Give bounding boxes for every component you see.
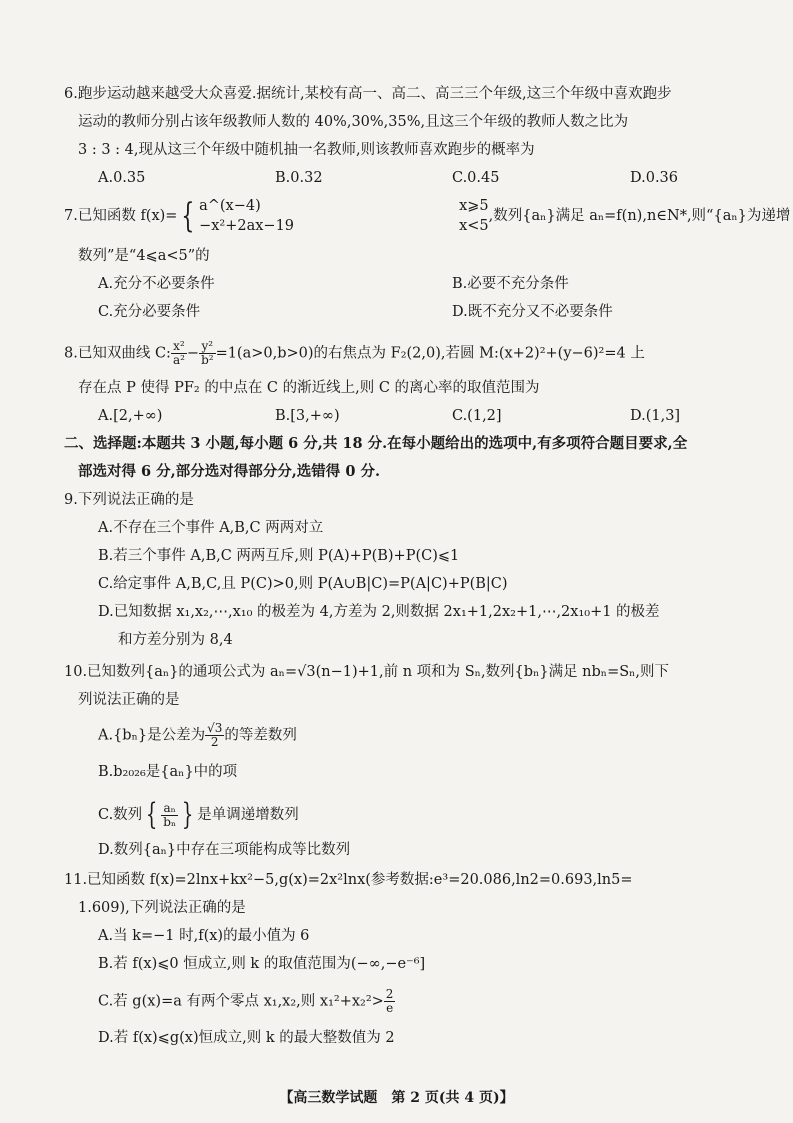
q8-option-d: D.(1,3] (630, 408, 681, 424)
q6-option-b: B.0.32 (275, 170, 323, 186)
q9-option-b: B.若三个事件 A,B,C 两两互斥,则 P(A)+P(B)+P(C)⩽1 (98, 548, 460, 564)
q10-a-frac: $\frac{√3}{2}$ (207, 721, 223, 749)
q8-frac-y: $\frac{\text{y²}}{\text{b²}}$ (201, 339, 214, 367)
q6-line3: 3 : 3 : 4,现从这三个年级中随机抽一名教师,则该教师喜欢跑步的概率为 (78, 142, 535, 158)
q9-stem: 9.下列说法正确的是 (64, 492, 194, 508)
q7-case2-expr: −x²+2ax−19 (199, 218, 295, 234)
q10-line2: 列说法正确的是 (78, 692, 180, 708)
q7-option-a: A.充分不必要条件 (98, 276, 215, 292)
q7-option-c: C.充分必要条件 (98, 304, 201, 320)
q8-frac-x: $\frac{\text{x²}}{\text{a²}}$ (172, 339, 185, 367)
q8-prefix: 8.已知双曲线 C: (64, 345, 171, 362)
q7-case2-cond: x<5 (459, 218, 489, 234)
q8-option-c: C.(1,2] (452, 408, 502, 424)
q6-line2: 运动的教师分别占该年级教师人数的 40%,30%,35%,且这三个年级的教师人数之比为 (78, 114, 629, 130)
q10-c-frac: $\frac{\text{aₙ}}{\text{bₙ}}$ (163, 800, 177, 829)
q7-case1-expr: a^(x−4) (199, 198, 261, 214)
q9-option-d-line2: 和方差分别为 8,4 (118, 632, 233, 648)
q10-option-a: A.{bₙ}是公差为 $\frac{√3}{2}$ 的等差数列 (98, 721, 297, 749)
q9-option-c: C.给定事件 A,B,C,且 P(C)>0,则 P(A∪B|C)=P(A|C)+P(B|C) (98, 576, 508, 592)
q7-brace: { (181, 196, 195, 236)
q6-line1: 6.跑步运动越来越受大众喜爱.据统计,某校有高一、高二、高三三个年级,这三个年级中喜欢跑步 (64, 86, 672, 102)
q11-c-frac: $\frac{2}{e}$ (385, 987, 394, 1015)
q11-line2: 1.609),下列说法正确的是 (78, 900, 246, 916)
q11-option-d: D.若 f(x)⩽g(x)恒成立,则 k 的最大整数值为 2 (98, 1030, 395, 1046)
q6-option-a: A.0.35 (98, 170, 146, 186)
q11-line1: 11.已知函数 f(x)=2lnx+kx²−5,g(x)=2x²lnx(参考数据:e³=20.086,ln2=0.693,ln5= (64, 872, 633, 888)
section2-heading-line2: 部选对得 6 分,部分选对得部分分,选错得 0 分. (78, 463, 381, 480)
q7-suffix: ,数列{aₙ}满足 aₙ=f(n),n∈N*,则“{aₙ}为递增 (488, 208, 791, 224)
q10-line1: 10.已知数列{aₙ}的通项公式为 aₙ=√3(n−1)+1,前 n 项和为 Sₙ,数列{bₙ}满足 nbₙ=Sₙ,则下 (64, 664, 670, 680)
q11-option-a: A.当 k=−1 时,f(x)的最小值为 6 (98, 928, 310, 944)
q8-line1: 8.已知双曲线 C: $\frac{\text{x²}}{\text{a²}}$ − $\frac{\text{y²}}{\text{b²}}$ =1(a>0,b>0)的右焦点为 F₂(2,0),若圆 M:(x+2)²+(y−6)²=4 上 (64, 339, 645, 367)
q9-option-a: A.不存在三个事件 A,B,C 两两对立 (98, 520, 324, 536)
q7-option-b: B.必要不充分条件 (452, 276, 569, 292)
q8-suffix: =1(a>0,b>0)的右焦点为 F₂(2,0),若圆 M:(x+2)²+(y−6)²=4 上 (215, 345, 645, 362)
q7-case1-cond: x⩾5 (459, 198, 489, 214)
q7-line2: 数列”是“4⩽a<5”的 (78, 248, 210, 264)
q7-line1 (64, 196, 790, 236)
q8-option-b: B.[3,+∞) (275, 408, 340, 424)
q7-piecewise (199, 196, 489, 236)
q8-option-a: A.[2,+∞) (98, 408, 163, 424)
section2-heading-line1: 二、选择题:本题共 3 小题,每小题 6 分,共 18 分.在每小题给出的选项中,有多项符合题目要求,全 (64, 435, 688, 452)
q10-option-d: D.数列{aₙ}中存在三项能构成等比数列 (98, 842, 351, 858)
q6-option-d: D.0.36 (630, 170, 679, 186)
q7-prefix: 7.已知函数 f(x)= (64, 208, 178, 224)
q10-option-c: C.数列 { $\frac{\text{aₙ}}{\text{bₙ}}$ } 是单调递增数列 (98, 797, 299, 832)
q7-option-d: D.既不充分又不必要条件 (452, 304, 613, 320)
q11-option-c: C.若 g(x)=a 有两个零点 x₁,x₂,则 x₁²+x₂²> $\frac{2}{e}$ (98, 987, 394, 1015)
q11-option-b: B.若 f(x)⩽0 恒成立,则 k 的取值范围为(−∞,−e⁻⁶] (98, 956, 426, 972)
q6-option-c: C.0.45 (452, 170, 500, 186)
q8-line2: 存在点 P 使得 PF₂ 的中点在 C 的渐近线上,则 C 的离心率的取值范围为 (78, 380, 540, 396)
page-footer: 【高三数学试题 第 2 页(共 4 页)】 (279, 1090, 514, 1106)
q9-option-d-line1: D.已知数据 x₁,x₂,⋯,x₁₀ 的极差为 4,方差为 2,则数据 2x₁+1,2x₂+1,⋯,2x₁₀+1 的极差 (98, 604, 660, 620)
q10-option-b: B.b₂₀₂₆是{aₙ}中的项 (98, 764, 238, 780)
